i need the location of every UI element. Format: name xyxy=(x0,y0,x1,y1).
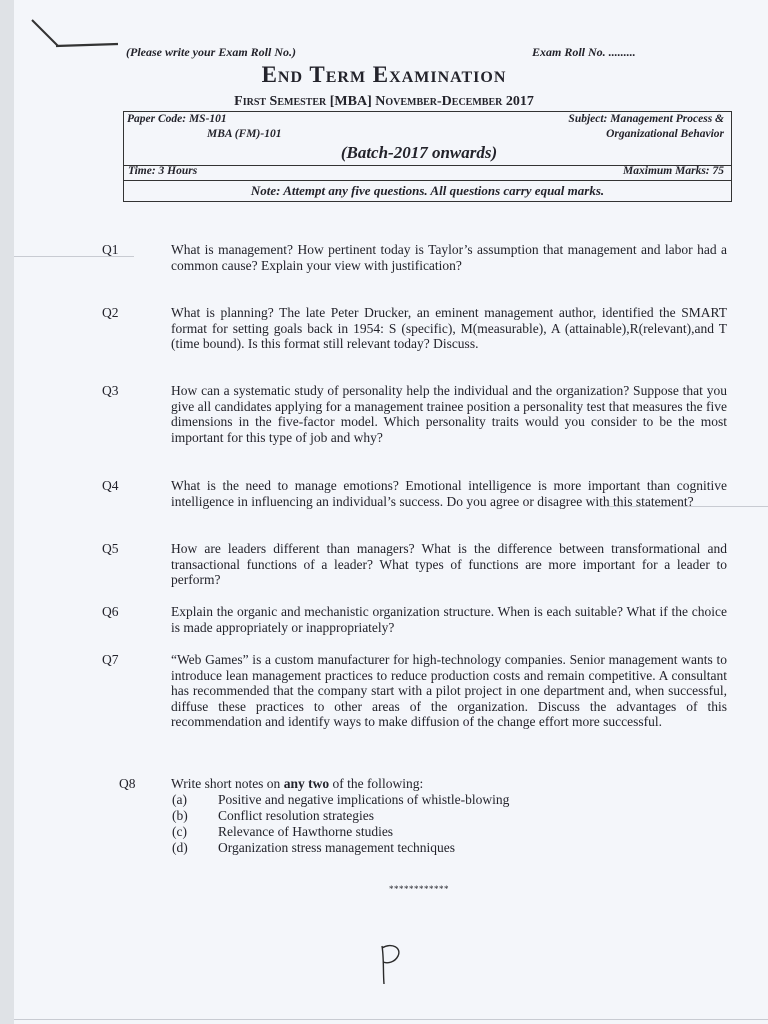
question-text: “Web Games” is a custom manufacturer for high-technology companies. Senior management wants to introduce lean management practices to reduce production costs and remain competitive. A consultant has recommended that the company start with a pilot project in one department and, when successful, diffuse these practices to other areas of the organization. Discuss the advantages of this recommendation and identify ways to make diffusion of the change effort more successful. xyxy=(171,652,727,729)
question-number: Q5 xyxy=(102,541,119,556)
pen-stroke-mark xyxy=(30,18,130,68)
scan-artifact-line xyxy=(14,1019,768,1020)
subitem-label: (a) xyxy=(172,792,187,807)
time-label: Time: 3 Hours xyxy=(128,165,198,177)
paper-code-line1: Paper Code: MS-101 xyxy=(127,113,227,125)
subitem-label: (b) xyxy=(172,808,188,823)
end-stars: ************ xyxy=(389,884,449,894)
subject xyxy=(496,112,724,142)
question-text: How are leaders different than managers? What is the difference between transformational and transactional functions of a leader? What types of functions are more important for a leader to perform? xyxy=(171,541,727,587)
question-text: How can a systematic study of personality help the individual and the organization? Suppose that you give all candidates applying for a management trainee position a personality test that measures the five dimensions in the five-factor model. Which personality traits would you consider to be the most important for this type of job and why? xyxy=(171,383,727,445)
page-title: End Term Examination xyxy=(261,62,507,87)
question-text: Explain the organic and mechanistic organization structure. When is each suitable? What if the choice is made appropriately or inappropriately? xyxy=(171,604,727,635)
question-number: Q3 xyxy=(102,383,119,398)
roll-instruction: (Please write your Exam Roll No.) xyxy=(126,45,296,59)
subitem-text: Positive and negative implications of whistle-blowing xyxy=(218,792,510,807)
q8-intro-bold: any two xyxy=(283,776,330,791)
semester-line: First Semester [MBA] November-December 2017 xyxy=(234,94,534,109)
question-number: Q6 xyxy=(102,604,119,619)
subject-line2: Organizational Behavior xyxy=(606,128,724,140)
max-marks-label: Maximum Marks: 75 xyxy=(623,165,724,177)
paper-code xyxy=(127,112,281,142)
subitem-text: Relevance of Hawthorne studies xyxy=(218,824,394,839)
instructions-note: Note: Attempt any five questions. All questions carry equal marks. xyxy=(250,183,605,198)
question-text: What is the need to manage emotions? Emotional intelligence is more important than cognitive intelligence in influencing an individual’s success. Do you agree or disagree with this statement? xyxy=(171,478,727,509)
q8-intro-pre: Write short notes on xyxy=(171,776,284,791)
subject-line1: Subject: Management Process & xyxy=(568,113,724,125)
question-text: What is planning? The late Peter Drucker, an eminent management author, identified the SMART format for setting goals back in 1954: S (specific), M(measurable), A (attainable),R(relevant),and T (time bound). Is this format still relevant today? Discuss. xyxy=(171,305,727,351)
question-number: Q2 xyxy=(102,305,119,320)
question-text: What is management? How pertinent today is Taylor’s assumption that management and labor had a common cause? Explain your view with justification? xyxy=(171,242,727,273)
question-number: Q8 xyxy=(119,776,136,791)
batch-label: (Batch-2017 onwards) xyxy=(340,143,498,162)
subitem-label: (d) xyxy=(172,840,188,855)
handwritten-p-mark xyxy=(376,938,406,988)
q8-intro-post: of the following: xyxy=(329,776,424,791)
question-text xyxy=(171,776,727,792)
question-number: Q7 xyxy=(102,652,119,667)
exam-roll-label: Exam Roll No. ......... xyxy=(532,45,636,59)
paper-code-line2: MBA (FM)-101 xyxy=(207,128,282,140)
subitem-label: (c) xyxy=(172,824,187,839)
subitem-text: Conflict resolution strategies xyxy=(218,808,374,823)
question-number: Q1 xyxy=(102,242,119,257)
question-number: Q4 xyxy=(102,478,119,493)
subitem-text: Organization stress management techniques xyxy=(218,840,456,855)
